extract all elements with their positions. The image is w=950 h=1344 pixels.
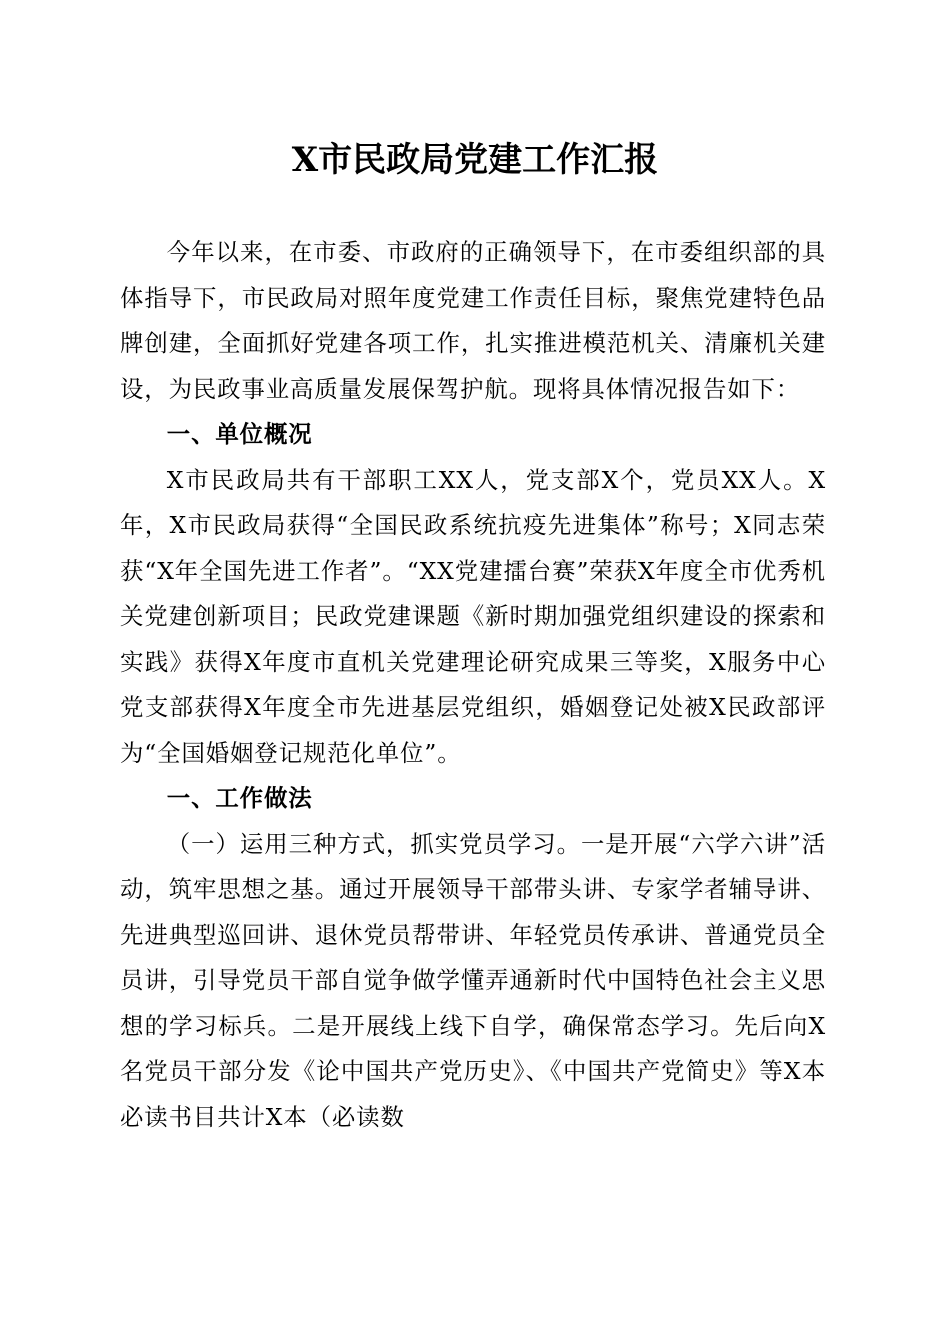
section-heading-unit-overview: 一、单位概况 [166,420,313,448]
document-body [120,230,826,1140]
work-methods-paragraph: （一）运用三种方式，抓实党员学习。一是开展“六学六讲”活动，筑牢思想之基。通过开展领导干部带头讲、专家学者辅导讲、先进典型巡回讲、退休党员帮带讲、年轻党员传承讲、普通党员全员讲，引导党员干部自觉争做学懂弄通新时代中国特色社会主义思想的学习标兵。二是开展线上线下自学，确保常态学习。先后向X名党员干部分发《论中国共产党历史》、《中国共产党简史》等X本必读书目共计X本（必读数 [120,829,826,1131]
intro-paragraph: 今年以来，在市委、市政府的正确领导下，在市委组织部的具体指导下，市民政局对照年度党建工作责任目标，聚焦党建特色品牌创建，全面抓好党建各项工作，扎实推进模范机关、清廉机关建设，为民政事业高质量发展保驾护航。现将具体情况报告如下： [120,238,826,403]
section-heading-work-methods: 一、工作做法 [166,784,313,812]
unit-overview-paragraph: X市民政局共有干部职工XX人，党支部X个，党员XX人。X年，X市民政局获得“全国民政系统抗疫先进集体”称号；X同志荣获“X年全国先进工作者”。“XX党建擂台赛”荣获X年度全市优秀机关党建创新项目；民政党建课题《新时期加强党组织建设的探索和实践》获得X年度市直机关党建理论研究成果三等奖，X服务中心党支部获得X年度全市先进基层党组织，婚姻登记处被X民政部评为“全国婚姻登记规范化单位”。 [120,465,826,767]
document-title: X市民政局党建工作汇报 [291,140,659,180]
